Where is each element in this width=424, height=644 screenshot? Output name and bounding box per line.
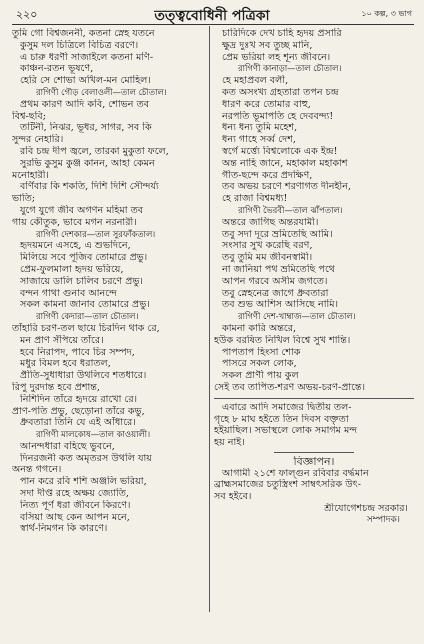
right-column-line: তব শুভ আশিস আসিছে নামি। xyxy=(222,299,339,311)
left-column-line: দিনরজনী কত অমৃতরস উথলি যায় xyxy=(20,452,152,464)
left-column-line: আনন্দধারা বহিছে ভুবনে, xyxy=(20,440,115,452)
left-column-line: ধ্রুবতারা তিনি যে এই আঁধারে। xyxy=(20,417,136,429)
right-column-line: কত অসংখ্য গ্রহতারা তপন চন্দ্র xyxy=(222,86,339,98)
header-rule xyxy=(12,24,414,25)
left-column-line: অনন্ত গগনে। xyxy=(12,464,62,476)
right-column-line: ব্রাহ্মসমাজের চতুস্ত্রিংশ সাম্বৎসরিক উৎ- xyxy=(214,479,362,491)
section-rule xyxy=(214,398,414,399)
right-column-line: আগামী ২১শে ফাল্গুন রবিবার বর্দ্ধমান xyxy=(222,467,369,479)
right-column-line: তবু স্নেহনেত্র জাগে ধ্রুবতারা xyxy=(222,287,329,299)
right-column-line: গীত-ছন্দে করে প্রদক্ষিণ, xyxy=(222,169,313,181)
right-column-line: ধন্য গাহে সর্ব্ব দেশ, xyxy=(222,134,296,146)
left-column-line: কাঞ্চন-রতন ভূষণে, xyxy=(20,63,94,75)
issue-label: ১০ কল্প, ৩ ভাগ xyxy=(361,9,412,18)
right-column-line: রাগিণী কানাড়া—তাল চৌতাল। xyxy=(238,63,342,74)
left-column-line: হেরি সে শোভা অখিল-মন মোহিল। xyxy=(20,75,151,87)
left-column-line: রাগিণী দেশকার—তাল সুরফাঁকতাল। xyxy=(36,228,156,239)
left-column-line: সুন্দর নেহারি। xyxy=(12,134,64,146)
left-column-line: রাগিণী গৌড় বেলাওলী—তাল চৌতাল। xyxy=(36,86,167,97)
right-column-line: সম্পাদক। xyxy=(366,514,400,525)
left-column-line: নিশিদিন তাঁরে হৃদয়ে রাখো রে। xyxy=(20,393,138,405)
right-column-line: গৃহে ৮ মাঘ হইতে তিন দিবস বক্তৃতা xyxy=(214,413,349,425)
left-column-line: সকল কামনা জানাব তোমারে প্রভু। xyxy=(20,299,150,311)
right-column-line: রাগিণী দেশ-খাম্বাজ—তাল চৌতাল। xyxy=(238,311,356,322)
right-column-line: হইয়াছিল। সভাস্থলে লোক সমাগম মন্দ xyxy=(214,425,358,437)
left-column-line: বসিয়া আছ কেন আপন মনে, xyxy=(20,511,130,523)
right-column-line: শ্রীযোগেশচন্দ্র সরকার। xyxy=(324,503,408,515)
right-column-line: অন্তরে জাগিছ অন্তরযামী। xyxy=(222,216,319,228)
left-column-line: স্বার্থ-নিমগন কি কারণে। xyxy=(20,523,108,535)
left-column-line: মন প্রাণ সঁপিয়ে তাঁরে। xyxy=(20,334,104,346)
left-column-line: মনোহারী। xyxy=(12,169,49,181)
left-column-line: তাঁহারি চরণ-তল ছায়ে চিরদিন থাক রে, xyxy=(12,322,160,334)
right-column-line: সকল প্রাণী পায় কুল xyxy=(222,370,299,382)
right-column-line: হে রাজা বিশ্বমধ্য! xyxy=(222,193,288,205)
left-column-line: তুমি গো বিশ্বজননী, কতনা স্নেহ যতনে xyxy=(12,28,155,39)
right-column-line: সেই তব তাপিত-শরণ অভয়-চরণ-প্রান্তে। xyxy=(214,381,366,393)
right-column-line: ক্ষুদ্র দুঃখ সব তুচ্ছ মানি, xyxy=(222,39,313,51)
left-column xyxy=(12,28,204,535)
right-column-line: বিজ্ঞাপন। xyxy=(293,455,335,468)
right-column-line: হয় নাই। xyxy=(214,437,245,449)
section-rule xyxy=(274,452,354,453)
right-column-line: চারিদিকে দেখ চাহি হৃদয় প্রসারি xyxy=(222,28,342,39)
right-column-line: নরপতি ভূমাপতি হে দেববন্দ্য! xyxy=(222,110,334,122)
left-column-line: হৃদয়মনে এসহে, এ শুভদিনে, xyxy=(20,240,131,252)
left-column-line: রবি চন্দ্র দীপ জ্বলে, তারকা মুকুতা ফলে, xyxy=(20,145,169,157)
right-column-line: ধারণ করে তোমার বাহু, xyxy=(222,98,311,110)
right-column-line: ধন্য ধন্য তুমি মহেশ, xyxy=(222,122,298,134)
right-column-line: কামনা কারি অন্তরে, xyxy=(222,322,297,334)
right-column-line: আপন গরবে অসীম জগতে। xyxy=(222,275,328,287)
left-column-line: যুগে যুগে জীব অগণন মহিমা তব xyxy=(20,204,144,216)
left-column-line: নিত্য পূর্ণ ধরা জীবনে কিরণে। xyxy=(20,499,131,511)
left-column-line: প্রথম কারণ আদি কবি, শোভন তব xyxy=(20,98,150,110)
right-column-line: এবারে আদি সমাজের দ্বিতীয় তল- xyxy=(222,401,352,413)
left-column-line: মিলিয়ে সবে পূজিব তোমারে প্রভু। xyxy=(20,252,148,264)
right-column-line: পাসরে সকল লোক, xyxy=(222,358,297,370)
right-column-line: প্রেম ভরিয়া লহ শূন্য জীবনে। xyxy=(222,51,331,63)
left-column-line: প্রেম-ফুলমালা হৃদয় ভরিয়ে, xyxy=(20,263,124,275)
left-column-line: বর্ণিবার কি শকতি, দিশি দিশি সৌন্দর্য্য xyxy=(20,181,159,193)
left-column-line: প্রাণ-পতি প্রভু, ছেড়োনা তাঁরে কভু, xyxy=(12,405,145,417)
right-column-line: রাগিণী ভৈরবী—তাল ঝাঁপতাল। xyxy=(238,204,343,215)
right-column xyxy=(214,28,414,527)
left-column-line: সাজায়ে ডালি চালিব চরণে প্রভু। xyxy=(20,275,143,287)
right-column-line: তবু তুমি মম জীবনস্বামী। xyxy=(222,252,313,264)
left-column-line: রিপু দুরদান্ত হবে প্রশান্ত, xyxy=(12,381,100,393)
right-column-line: না জানিয়া পথ ভ্রমিতেছি পথে xyxy=(222,263,336,275)
left-column-line: রাগিণী মালকোষ—তাল কাওয়ালী। xyxy=(36,429,151,440)
right-column-line: সব হইবে। xyxy=(214,491,252,503)
right-column-line: হে মহাপ্রবল বলী, xyxy=(222,75,289,87)
left-column-line: বিশ্ব-ছবি; xyxy=(12,110,46,122)
left-column-line: সদা দীপ্ত রহে অক্ষয় জ্যোতি, xyxy=(20,488,129,500)
left-column-line: ভাতি; xyxy=(12,193,36,205)
right-column-line: তব অভয় চরণে শরণাগত দীনহীন, xyxy=(222,181,352,193)
right-column-line: তবু সদা দূরে ভ্রমিতেছি আমি। xyxy=(222,228,333,240)
left-column-line: হবে নিরাপদ, পাবে চির সম্পদ, xyxy=(20,346,135,358)
left-column-line: পান করে রবি শশি অঞ্জলি ভরিয়া, xyxy=(20,476,147,488)
right-column-line: সংসার সুখ করেছি বরণ, xyxy=(222,240,313,252)
left-column-line: তটিনী, নিঝর, ভূধর, সাগর, সব কি xyxy=(20,122,152,134)
left-column-line: প্রীতি-সুধাধারা উথলিবে শতধারে। xyxy=(20,370,147,382)
right-column-line: হউক বরষিত নিখিল বিশ্বে সুখ শান্তি। xyxy=(214,334,351,346)
left-column-line: বন্দন গাথা গুনাব আনন্দে xyxy=(20,287,117,299)
page-number: ২২০ xyxy=(16,8,38,21)
left-column-line: সুরভি কুসুম কুঞ্জ কানন, আহা কেমন xyxy=(20,157,155,169)
left-column-line: রাগিণী কেদারা—তাল চৌতাল। xyxy=(36,311,139,322)
left-column-line: গায় কৌতুক, ভাবে মগন নরনারী। xyxy=(12,216,137,228)
page-header xyxy=(0,4,424,24)
left-column-line: কুসুম দল চিত্রিলে বিচিত্র বরণে। xyxy=(20,39,139,51)
right-column-line: স্বর্গে মর্ত্ত্যে বিশ্বলোকে এক ইন্দ্র! xyxy=(222,145,338,157)
left-column-line: এ চারু ধরণী সাজাইলে কতনা মণি- xyxy=(20,51,154,63)
right-column-line: অন্ত নাহি জানে, মহাকাল মহাকাশ xyxy=(222,157,348,169)
left-column-line: মধুর বিমল হবে ধরাতল, xyxy=(20,358,111,370)
column-divider xyxy=(209,26,210,612)
journal-title: তত্ত্ববোধিনী পত্রিকা xyxy=(154,8,270,24)
right-column-line: পাপতাপ হিংসা শোক xyxy=(222,346,301,358)
